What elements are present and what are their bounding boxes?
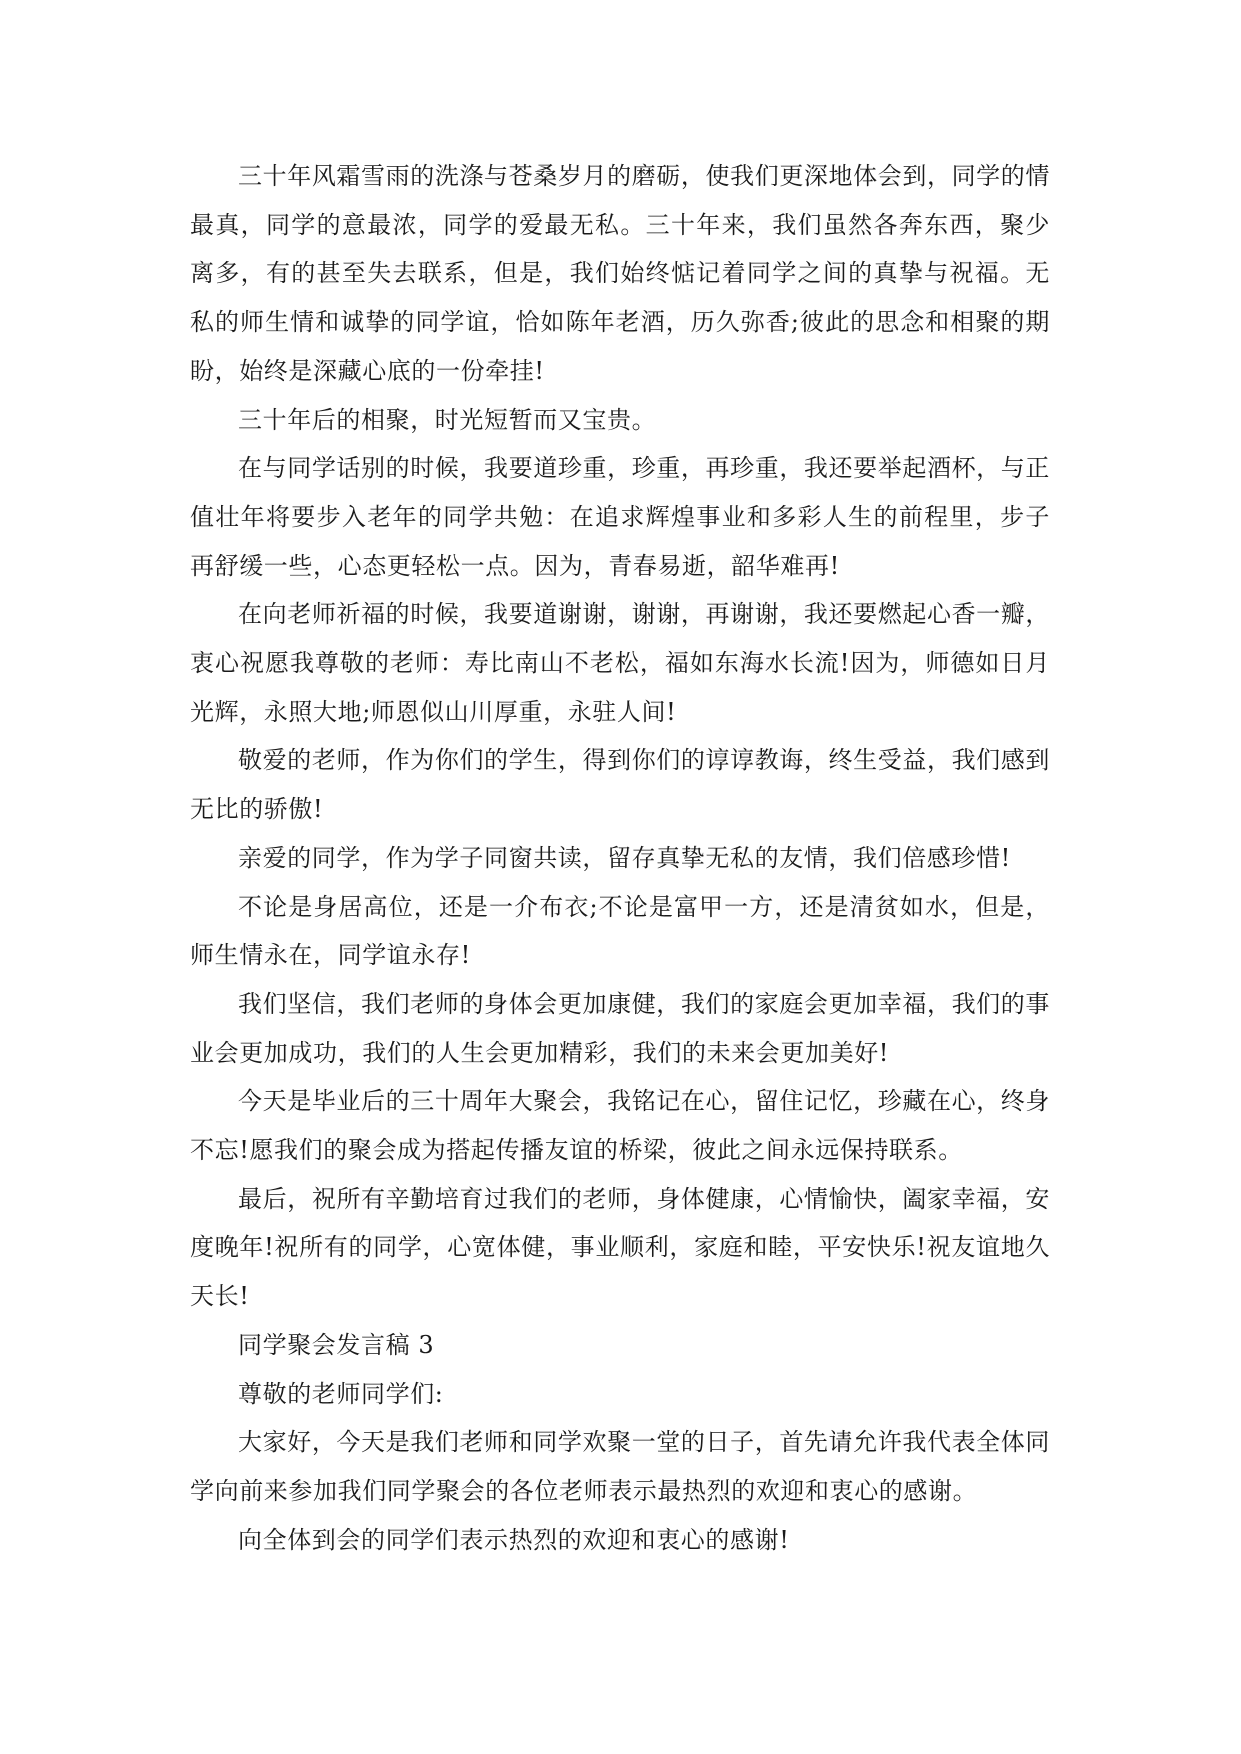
paragraph-10: 最后，祝所有辛勤培育过我们的老师，身体健康，心情愉快，阖家幸福，安度晚年!祝所有的同学，心宽体健，事业顺利，家庭和睦，平安快乐!祝友谊地久天长! bbox=[190, 1184, 1050, 1311]
paragraph-7: 不论是身居高位，还是一介布衣;不论是富甲一方，还是清贫如水，但是，师生情永在，同学谊永存! bbox=[190, 892, 1050, 970]
paragraph-13: 大家好，今天是我们老师和同学欢聚一堂的日子，首先请允许我代表全体同学向前来参加我们同学聚会的各位老师表示最热烈的欢迎和衷心的感谢。 bbox=[190, 1428, 1050, 1505]
paragraph-5: 敬爱的老师，作为你们的学生，得到你们的谆谆教诲，终生受益，我们感到无比的骄傲! bbox=[190, 746, 1050, 824]
section-heading: 同学聚会发言稿 3 bbox=[238, 1330, 435, 1359]
paragraph-3: 在与同学话别的时候，我要道珍重，珍重，再珍重，我还要举起酒杯，与正值壮年将要步入老年的同学共勉：在追求辉煌事业和多彩人生的前程里，步子再舒缓一些，心态更轻松一点。因为，青春易逝，韶华难再! bbox=[190, 454, 1050, 580]
paragraph-1: 三十年风霜雪雨的洗涤与苍桑岁月的磨砺，使我们更深地体会到，同学的情最真，同学的意最浓，同学的爱最无私。三十年来，我们虽然各奔东西，聚少离多，有的甚至失去联系，但是，我们始终惦记着同学之间的真挚与祝福。无私的师生情和诚挚的同学谊，恰如陈年老酒，历久弥香;彼此的思念和相聚的期盼，始终是深藏心底的一份牵挂! bbox=[190, 162, 1050, 385]
paragraph-2: 三十年后的相聚，时光短暂而又宝贵。 bbox=[238, 405, 657, 434]
document-body bbox=[190, 152, 1050, 1564]
paragraph-4: 在向老师祈福的时候，我要道谢谢，谢谢，再谢谢，我还要燃起心香一瓣，衷心祝愿我尊敬的老师：寿比南山不老松，福如东海水长流!因为，师德如日月光辉，永照大地;师恩似山川厚重，永驻人间! bbox=[190, 600, 1050, 726]
paragraph-14: 向全体到会的同学们表示热烈的欢迎和衷心的感谢! bbox=[238, 1525, 790, 1554]
paragraph-8: 我们坚信，我们老师的身体会更加康健，我们的家庭会更加幸福，我们的事业会更加成功，我们的人生会更加精彩，我们的未来会更加美好! bbox=[190, 989, 1050, 1067]
salutation: 尊敬的老师同学们: bbox=[238, 1379, 444, 1408]
paragraph-9: 今天是毕业后的三十周年大聚会，我铭记在心，留住记忆，珍藏在心，终身不忘!愿我们的聚会成为搭起传播友谊的桥梁，彼此之间永远保持联系。 bbox=[190, 1087, 1050, 1165]
paragraph-6: 亲爱的同学，作为学子同窗共读，留存真挚无私的友情，我们倍感珍惜! bbox=[238, 843, 1011, 872]
